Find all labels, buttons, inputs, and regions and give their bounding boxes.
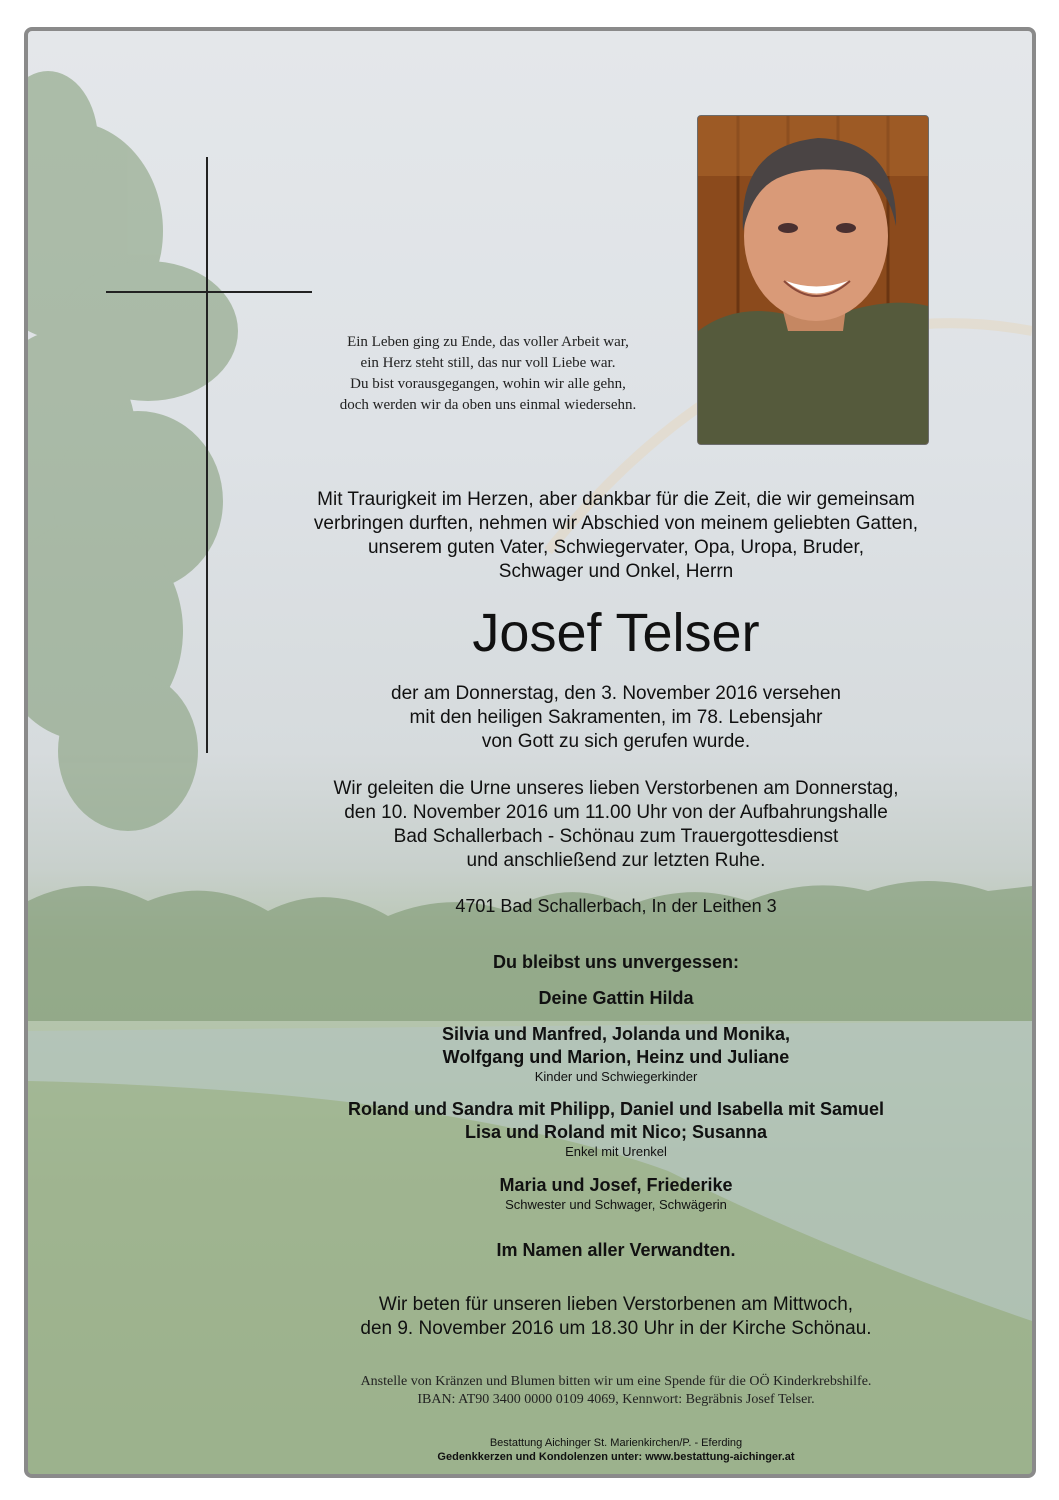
poem-line: doch werden wir da oben uns einmal wiedersehn. xyxy=(339,397,637,413)
deceased-portrait xyxy=(697,115,929,445)
deceased-name: Josef Telser xyxy=(472,603,760,663)
donation-iban: IBAN: AT90 3400 0000 0109 4069, Kennwort: Begräbnis Josef Telser. xyxy=(417,1392,815,1407)
death-notice xyxy=(296,682,936,754)
intro-line: verbringen durften, nehmen wir Abschied von meinem geliebten Gatten, xyxy=(313,513,919,534)
siblings-caption: Schwester und Schwager, Schwägerin xyxy=(505,1197,727,1212)
cross-horizontal xyxy=(106,291,312,293)
funeral-line: Wir geleiten die Urne unseres lieben Verstorbenen am Donnerstag, xyxy=(333,778,899,799)
donation-notice xyxy=(296,1373,936,1409)
children-caption: Kinder und Schwiegerkinder xyxy=(534,1069,698,1084)
funeral-notice xyxy=(296,777,936,873)
obituary-sheet xyxy=(24,27,1036,1478)
mourners-heading: Du bleibst uns unvergessen: xyxy=(492,952,740,972)
grandchildren-line: Lisa und Roland mit Nico; Susanna xyxy=(464,1122,768,1142)
children-line: Silvia und Manfred, Jolanda und Monika, xyxy=(441,1024,791,1044)
children-group xyxy=(296,1023,936,1085)
relatives-closing: Im Namen aller Verwandten. xyxy=(496,1240,736,1260)
cross-vertical xyxy=(206,157,208,753)
undertaker-name: Bestattung Aichinger St. Marienkirchen/P. - Eferding xyxy=(489,1437,743,1449)
siblings-line: Maria und Josef, Friederike xyxy=(499,1175,733,1195)
death-line: der am Donnerstag, den 3. November 2016 versehen xyxy=(391,683,841,704)
spouse-name: Deine Gattin Hilda xyxy=(538,988,694,1008)
prayer-notice xyxy=(296,1293,936,1341)
funeral-line: und anschließend zur letzten Ruhe. xyxy=(466,850,766,871)
funeral-line: den 10. November 2016 um 11.00 Uhr von der Aufbahrungshalle xyxy=(344,802,888,823)
intro-line: Mit Traurigkeit im Herzen, aber dankbar für die Zeit, die wir gemeinsam xyxy=(317,489,915,510)
prayer-line: den 9. November 2016 um 18.30 Uhr in der Kirche Schönau. xyxy=(360,1318,872,1339)
grandchildren-line: Roland und Sandra mit Philipp, Daniel und Isabella mit Samuel xyxy=(347,1099,885,1119)
poem-line: Du bist vorausgegangen, wohin wir alle gehn, xyxy=(350,376,626,392)
prayer-line: Wir beten für unseren lieben Verstorbenen am Mittwoch, xyxy=(378,1294,854,1315)
undertaker-footer xyxy=(296,1436,936,1464)
intro-line: Schwager und Onkel, Herrn xyxy=(498,561,734,582)
death-line: von Gott zu sich gerufen wurde. xyxy=(481,731,751,752)
intro-line: unserem guten Vater, Schwiegervater, Opa, Uropa, Bruder, xyxy=(367,537,865,558)
donation-line: Anstelle von Kränzen und Blumen bitten wir um eine Spende für die OÖ Kinderkrebshilfe. xyxy=(360,1374,872,1389)
grandchildren-group xyxy=(296,1098,936,1160)
grandchildren-caption: Enkel mit Urenkel xyxy=(565,1144,667,1159)
children-line: Wolfgang und Marion, Heinz und Juliane xyxy=(442,1047,790,1067)
poem-line: Ein Leben ging zu Ende, das voller Arbeit war, xyxy=(347,334,629,350)
death-line: mit den heiligen Sakramenten, im 78. Lebensjahr xyxy=(409,707,823,728)
poem-line: ein Herz steht still, das nur voll Liebe war. xyxy=(360,355,616,371)
family-address: 4701 Bad Schallerbach, In der Leithen 3 xyxy=(455,896,777,916)
condolence-link[interactable]: Gedenkkerzen und Kondolenzen unter: www.bestattung-aichinger.at xyxy=(437,1451,795,1463)
memorial-poem xyxy=(278,332,698,416)
intro-text xyxy=(296,488,936,584)
funeral-line: Bad Schallerbach - Schönau zum Trauergottesdienst xyxy=(393,826,839,847)
siblings-group xyxy=(296,1174,936,1213)
